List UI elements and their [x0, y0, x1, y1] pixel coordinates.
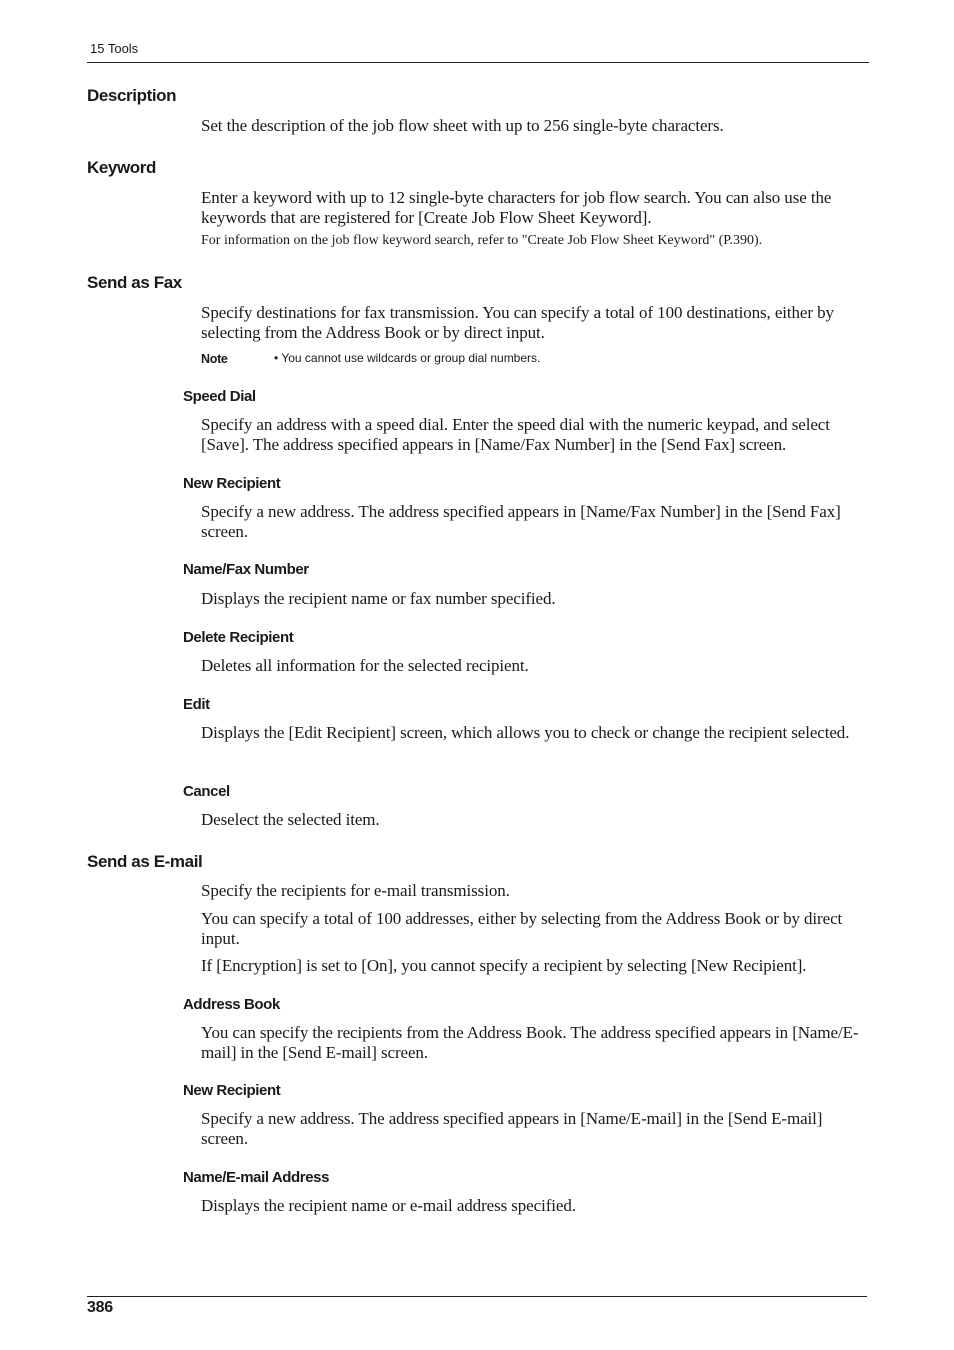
heading-name-email-address: Name/E-mail Address: [183, 1169, 330, 1186]
heading-send-as-email: Send as E-mail: [87, 852, 203, 871]
heading-keyword: Keyword: [87, 158, 156, 177]
address-book-text: You can specify the recipients from the Address Book. The address specified appears in [Name/E-mail] in the [Send E-mail] screen.: [201, 1023, 859, 1062]
note-label: Note: [201, 352, 228, 366]
name-fax-number-text: Displays the recipient name or fax number specified.: [201, 589, 556, 608]
name-email-address-text: Displays the recipient name or e-mail address specified.: [201, 1196, 576, 1215]
speed-dial-text: Specify an address with a speed dial. Enter the speed dial with the numeric keypad, and select [Save]. The address specified appears in [Name/Fax Number] in the [Send Fax] screen.: [201, 415, 830, 454]
cancel-text: Deselect the selected item.: [201, 810, 380, 829]
send-as-email-text-3: If [Encryption] is set to [On], you cannot specify a recipient by selecting [New Recipient].: [201, 956, 807, 975]
send-as-email-text-1: Specify the recipients for e-mail transmission.: [201, 881, 510, 900]
heading-send-as-fax: Send as Fax: [87, 273, 182, 292]
edit-text: Displays the [Edit Recipient] screen, which allows you to check or change the recipient selected.: [201, 723, 850, 742]
heading-edit: Edit: [183, 696, 210, 713]
new-recipient-email-text: Specify a new address. The address specified appears in [Name/E-mail] in the [Send E-mail] screen.: [201, 1109, 823, 1148]
footer-rule: [87, 1296, 867, 1297]
send-as-fax-text: Specify destinations for fax transmission. You can specify a total of 100 destinations, either by selecting from the Address Book or by direct input.: [201, 303, 834, 342]
send-as-email-text-2: You can specify a total of 100 addresses, either by selecting from the Address Book or by direct input.: [201, 909, 843, 948]
heading-new-recipient-fax: New Recipient: [183, 475, 281, 492]
heading-new-recipient-email: New Recipient: [183, 1082, 281, 1099]
running-header: 15 Tools: [90, 41, 139, 56]
new-recipient-fax-text: Specify a new address. The address specified appears in [Name/Fax Number] in the [Send Fax] screen.: [201, 502, 841, 541]
heading-speed-dial: Speed Dial: [183, 388, 256, 405]
heading-cancel: Cancel: [183, 783, 230, 800]
heading-description: Description: [87, 86, 177, 105]
keyword-reference: For information on the job flow keyword search, refer to "Create Job Flow Sheet Keyword" (P.390).: [201, 233, 763, 248]
note-text: • You cannot use wildcards or group dial numbers.: [274, 351, 541, 365]
header-rule: [87, 62, 869, 63]
page-number: 386: [87, 1299, 113, 1316]
description-text: Set the description of the job flow sheet with up to 256 single-byte characters.: [201, 116, 724, 135]
heading-address-book: Address Book: [183, 996, 280, 1013]
delete-recipient-text: Deletes all information for the selected recipient.: [201, 656, 529, 675]
heading-name-fax-number: Name/Fax Number: [183, 561, 309, 578]
heading-delete-recipient: Delete Recipient: [183, 629, 294, 646]
keyword-text: Enter a keyword with up to 12 single-byte characters for job flow search. You can also use the keywords that are registered for [Create Job Flow Sheet Keyword].: [201, 188, 832, 227]
